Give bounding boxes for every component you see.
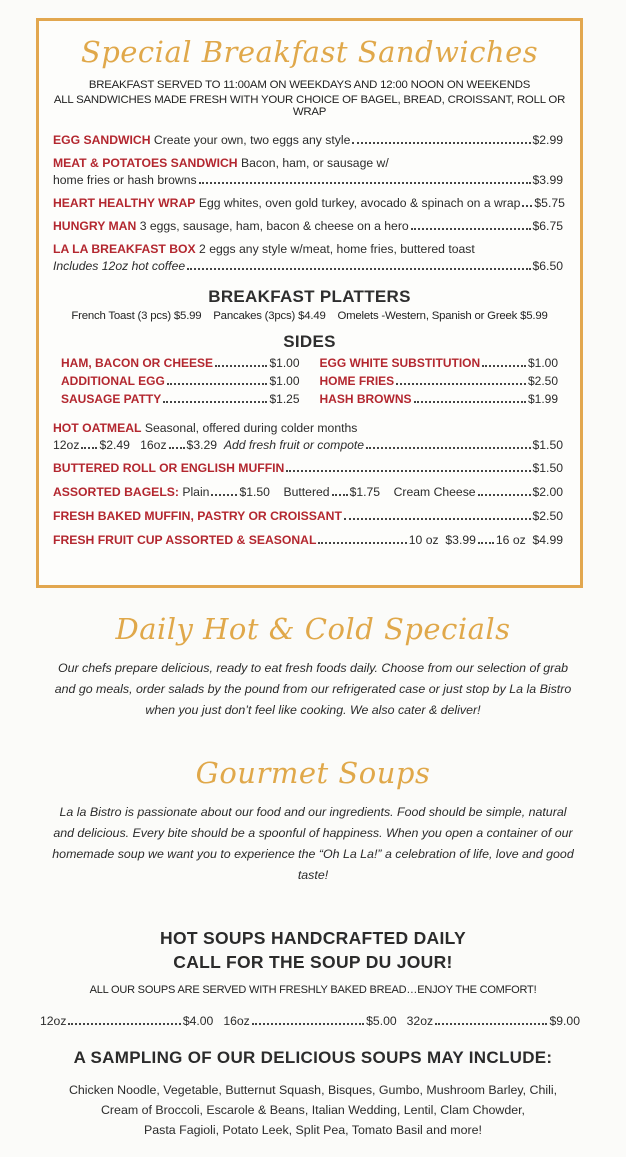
dot-leader — [478, 494, 531, 496]
item-desc: Create your own, two eggs any style — [153, 133, 351, 147]
dot-leader — [332, 494, 348, 496]
item-name: MEAT & POTATOES SANDWICH — [53, 156, 238, 170]
dot-leader — [352, 142, 530, 144]
side-price: $1.99 — [527, 392, 558, 406]
gourmet-soups-text: La la Bistro is passionate about our food and our ingredients. Food should be simple, natural and delicious. Every bite should be a spoonful of happiness. When you open a container of our homemade soup we want you to experience the “Oh La La!” a celebration of life, love and good taste! — [52, 805, 574, 882]
menu-item-hot-oatmeal — [53, 420, 563, 454]
size-price: $5.00 — [366, 1014, 397, 1028]
dot-leader — [478, 542, 494, 544]
side-name: ADDITIONAL EGG — [61, 374, 165, 388]
size-label: 32oz — [406, 1014, 434, 1028]
item-name: EGG SANDWICH — [53, 133, 151, 147]
menu-item-meat-potatoes — [53, 155, 563, 189]
item-price: $6.75 — [532, 219, 563, 233]
item-name: HUNGRY MAN — [53, 219, 137, 233]
menu-item-hungry-man — [53, 218, 563, 235]
dot-leader — [163, 401, 267, 403]
item-price: $5.75 — [534, 196, 565, 210]
option-price: $1.50 — [239, 485, 270, 499]
soup-size-32oz — [407, 1014, 580, 1028]
menu-item-egg-sandwich — [53, 132, 563, 149]
item-desc-2: Includes 12oz hot coffee — [53, 259, 186, 273]
dot-leader — [482, 365, 526, 367]
side-item — [320, 354, 559, 372]
sides-heading: SIDES — [283, 332, 336, 351]
daily-specials-text: Our chefs prepare delicious, ready to eat fresh foods daily. Choose from our selection of grab and go meals, order salads by the pound from our refrigerated case or just stop by La la Bistro when you just don’t feel like cooking. We also cater & deliver! — [54, 661, 572, 717]
item-desc: Egg whites, oven gold turkey, avocado & spinach on a wrap — [198, 196, 521, 210]
menu-item-breakfast-box — [53, 241, 563, 275]
side-name: EGG WHITE SUBSTITUTION — [319, 356, 481, 370]
hot-soups-section — [0, 926, 626, 1140]
item-price: $2.99 — [532, 133, 563, 147]
item-name: BUTTERED ROLL OR ENGLISH MUFFIN — [53, 461, 285, 475]
soup-list — [0, 1080, 626, 1140]
menu-item-assorted-bagels — [53, 484, 563, 501]
size-label: 16oz — [223, 1014, 250, 1028]
menu-item-fruit-cup — [53, 532, 563, 549]
item-desc: 3 eggs, sausage, ham, bacon & cheese on a hero — [139, 219, 409, 233]
item-price: $2.50 — [532, 509, 563, 523]
breakfast-hours-note: BREAKFAST SERVED TO 11:00AM ON WEEKDAYS AND 12:00 NOON ON WEEKENDS — [88, 79, 531, 91]
dot-leader — [211, 494, 237, 496]
dot-leader — [522, 205, 532, 207]
item-price: $6.50 — [532, 259, 563, 273]
soup-sizes — [40, 1014, 580, 1028]
option-price: $2.00 — [532, 485, 563, 499]
item-desc: Seasonal, offered during colder months — [144, 421, 358, 435]
soup-sampling-heading: A SAMPLING OF OUR DELICIOUS SOUPS MAY INCLUDE: — [73, 1048, 553, 1067]
side-price: $1.00 — [269, 374, 300, 388]
hot-soups-heading-1: HOT SOUPS HANDCRAFTED DAILY — [160, 928, 466, 948]
soup-list-line: Cream of Broccoli, Escarole & Beans, Italian Wedding, Lentil, Clam Chowder, — [100, 1103, 525, 1117]
side-name: HASH BROWNS — [319, 392, 412, 406]
size-label: 16oz — [140, 438, 167, 452]
option-label: Cream Cheese — [393, 485, 476, 499]
daily-specials-section — [0, 612, 626, 721]
dot-leader — [344, 518, 531, 520]
gourmet-soups-section — [0, 756, 626, 886]
side-item — [61, 354, 300, 372]
soup-list-line: Chicken Noodle, Vegetable, Butternut Squash, Bisques, Gumbo, Mushroom Barley, Chili, — [68, 1083, 558, 1097]
size-price: $3.29 — [186, 438, 218, 452]
size-price: $9.00 — [549, 1014, 580, 1028]
option-label: Plain — [182, 485, 210, 499]
dot-leader — [435, 1023, 547, 1025]
side-price: $1.00 — [527, 356, 558, 370]
side-item — [320, 390, 559, 408]
menu-item-muffin-pastry — [53, 508, 563, 525]
dot-leader — [68, 1023, 180, 1025]
dot-leader — [167, 383, 268, 385]
dot-leader — [187, 268, 530, 270]
item-price: $1.50 — [532, 461, 563, 475]
item-price: $1.50 — [532, 438, 563, 452]
size-label: 12oz — [53, 438, 80, 452]
menu-item-buttered-roll — [53, 460, 563, 477]
dot-leader — [366, 447, 530, 449]
breakfast-title: Special Breakfast Sandwiches — [80, 35, 539, 69]
item-name: LA LA BREAKFAST BOX — [53, 242, 196, 256]
option-price: $1.75 — [349, 485, 381, 499]
dot-leader — [81, 447, 97, 449]
daily-specials-title: Daily Hot & Cold Specials — [115, 612, 511, 646]
dot-leader — [414, 401, 526, 403]
size-price: $4.00 — [182, 1014, 214, 1028]
item-name: HOT OATMEAL — [53, 421, 142, 435]
size-label: 12oz — [40, 1014, 67, 1028]
dot-leader — [169, 447, 185, 449]
dot-leader — [396, 383, 526, 385]
dot-leader — [252, 1023, 364, 1025]
item-desc: Bacon, ham, or sausage w/ — [241, 156, 389, 170]
breakfast-bread-note: ALL SANDWICHES MADE FRESH WITH YOUR CHOICE OF BAGEL, BREAD, CROISSANT, ROLL OR WRAP — [53, 94, 566, 118]
side-name: HOME FRIES — [319, 374, 395, 388]
dot-leader — [286, 470, 530, 472]
hot-soups-heading-2: CALL FOR THE SOUP DU JOUR! — [173, 952, 453, 972]
platters-line: French Toast (3 pcs) $5.99 Pancakes (3pcs) $4.49 Omelets -Western, Spanish or Greek $5.99 — [71, 310, 548, 322]
size-label: 16 oz — [495, 533, 526, 547]
platters-heading: BREAKFAST PLATTERS — [208, 287, 411, 306]
dot-leader — [199, 182, 531, 184]
soups-bread-note: ALL OUR SOUPS ARE SERVED WITH FRESHLY BAKED BREAD…ENJOY THE COMFORT! — [89, 984, 537, 996]
side-name: SAUSAGE PATTY — [61, 392, 162, 406]
dot-leader — [215, 365, 267, 367]
side-price: $1.25 — [269, 392, 300, 406]
dot-leader — [318, 542, 406, 544]
soup-size-12oz — [40, 1014, 213, 1028]
size-label: 10 oz — [408, 533, 439, 547]
soup-size-16oz — [223, 1014, 396, 1028]
side-item — [320, 372, 559, 390]
item-desc-2: home fries or hash browns — [53, 173, 197, 187]
menu-item-heart-healthy-wrap — [53, 195, 563, 212]
side-name: HAM, BACON OR CHEESE — [61, 356, 214, 370]
sides-list — [61, 354, 558, 408]
dot-leader — [411, 228, 531, 230]
side-price: $1.00 — [269, 356, 300, 370]
item-name: FRESH FRUIT CUP ASSORTED & SEASONAL — [53, 533, 317, 547]
option-label: Buttered — [283, 485, 330, 499]
side-item — [61, 390, 300, 408]
breakfast-menu-box — [36, 18, 583, 588]
size-price: $4.99 — [532, 533, 563, 547]
size-price: $3.99 — [445, 533, 476, 547]
item-name: ASSORTED BAGELS: — [53, 485, 179, 499]
gourmet-soups-title: Gourmet Soups — [195, 756, 431, 790]
size-price: $2.49 — [99, 438, 130, 452]
item-desc: 2 eggs any style w/meat, home fries, buttered toast — [199, 242, 475, 256]
soup-list-line: Pasta Fagioli, Potato Leek, Split Pea, Tomato Basil and more! — [144, 1123, 482, 1137]
item-note: Add fresh fruit or compote — [223, 438, 365, 452]
side-price: $2.50 — [527, 374, 558, 388]
item-name: FRESH BAKED MUFFIN, PASTRY OR CROISSANT — [53, 509, 342, 523]
item-name: HEART HEALTHY WRAP — [53, 196, 196, 210]
side-item — [61, 372, 300, 390]
item-price: $3.99 — [532, 173, 563, 187]
